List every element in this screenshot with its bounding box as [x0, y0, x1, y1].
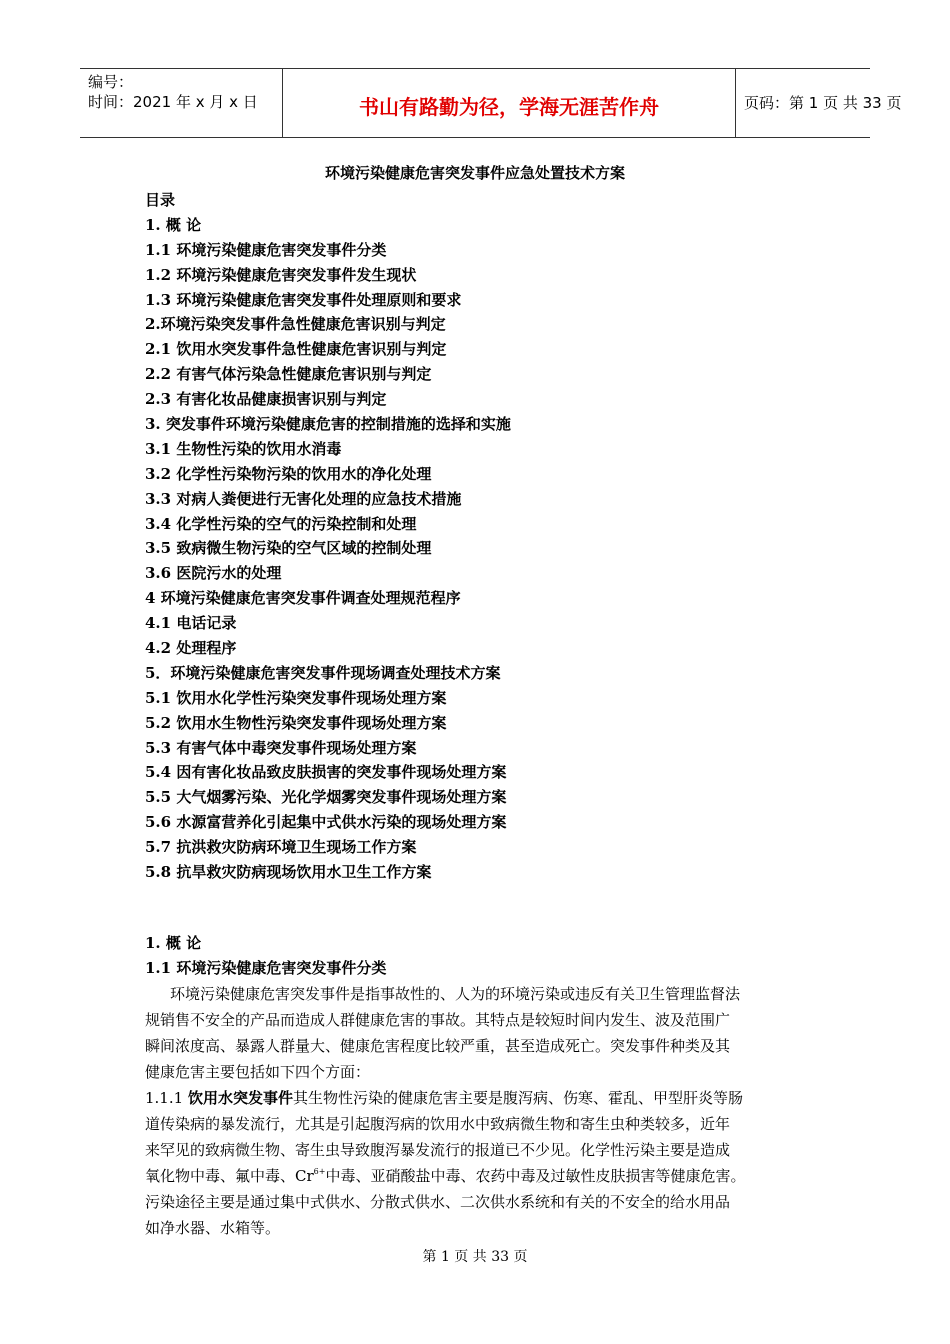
section-heading: 1. 概 论 — [145, 934, 202, 952]
toc-item[interactable]: 2.1 饮用水突发事件急性健康危害识别与判定 — [145, 340, 447, 359]
paragraph-line: 如净水器、水箱等。 — [145, 1219, 281, 1237]
toc-item[interactable]: 1. 概 论 — [145, 215, 202, 234]
toc-item[interactable]: 5．环境污染健康危害突发事件现场调查处理技术方案 — [145, 663, 501, 682]
toc-item[interactable]: 1.3 环境污染健康危害突发事件处理原则和要求 — [145, 290, 462, 309]
subsection-heading: 1.1 环境污染健康危害突发事件分类 — [145, 959, 387, 977]
toc-item[interactable]: 4 环境污染健康危害突发事件调查处理规范程序 — [145, 589, 461, 608]
toc-item[interactable]: 2.环境污染突发事件急性健康危害识别与判定 — [145, 315, 446, 334]
paragraph-line: 道传染病的暴发流行，尤其是引起腹泻病的饮用水中致病微生物和寄生虫种类较多，近年 — [145, 1115, 731, 1133]
toc-item[interactable]: 4.2 处理程序 — [145, 639, 237, 658]
toc-item[interactable]: 5.4 因有害化妆品致皮肤损害的突发事件现场处理方案 — [145, 763, 507, 782]
item-text: 中毒、亚硝酸盐中毒、农药中毒及过敏性皮肤损害等健康危害。 — [325, 1167, 746, 1185]
item-text: 其生物性污染的健康危害主要是腹泻病、伤寒、霍乱、甲型肝炎等肠 — [292, 1089, 743, 1107]
toc-item[interactable]: 3.6 医院污水的处理 — [145, 564, 282, 583]
toc-item[interactable]: 1.2 环境污染健康危害突发事件发生现状 — [145, 265, 417, 284]
toc-item[interactable]: 5.2 饮用水生物性污染突发事件现场处理方案 — [145, 713, 447, 732]
intro-paragraph — [145, 981, 825, 1085]
header-page-info: 页码：第 1 页 共 33 页 — [744, 94, 902, 112]
header-motto: 书山有路勤为径，学海无涯苦作舟 — [359, 95, 659, 119]
paragraph-line: 来罕见的致病微生物、寄生虫导致腹泻暴发流行的报道已不少见。化学性污染主要是造成 — [145, 1141, 731, 1159]
header-right-cell — [736, 69, 902, 137]
toc-item[interactable]: 2.2 有害气体污染急性健康危害识别与判定 — [145, 365, 432, 384]
toc-item[interactable]: 5.6 水源富营养化引起集中式供水污染的现场处理方案 — [145, 813, 507, 832]
superscript: 6+ — [313, 1167, 326, 1176]
header-left-cell — [80, 69, 282, 137]
toc-item[interactable]: 2.3 有害化妆品健康损害识别与判定 — [145, 390, 387, 409]
document-date-label: 时间：2021 年 x 月 x 日 — [88, 93, 258, 111]
toc-item[interactable]: 3.1 生物性污染的饮用水消毒 — [145, 439, 342, 458]
document-number-label: 编号： — [88, 73, 134, 91]
document-title: 环境污染健康危害突发事件应急处置技术方案 — [324, 164, 625, 182]
paragraph-line: 健康危害主要包括如下四个方面： — [145, 1063, 371, 1081]
item-bold-term: 饮用水突发事件 — [187, 1089, 293, 1107]
toc-item[interactable]: 5.3 有害气体中毒突发事件现场处理方案 — [145, 738, 417, 757]
item-number: 1.1.1 — [145, 1089, 188, 1107]
item-text: 氧化物中毒、氟中毒、Cr — [145, 1167, 314, 1185]
paragraph-line — [145, 1163, 825, 1189]
toc-item[interactable]: 5.5 大气烟雾污染、光化学烟雾突发事件现场处理方案 — [145, 788, 507, 807]
paragraph-line: 环境污染健康危害突发事件是指事故性的、人为的环境污染或违反有关卫生管理监督法 — [170, 985, 741, 1003]
toc-item[interactable]: 3.4 化学性污染的空气的污染控制和处理 — [145, 514, 417, 533]
toc-heading: 目录 — [145, 191, 176, 209]
header-motto-cell — [282, 69, 736, 137]
paragraph-line: 规销售不安全的产品而造成人群健康危害的事故。其特点是较短时间内发生、波及范围广 — [145, 1011, 731, 1029]
toc-item[interactable]: 4.1 电话记录 — [145, 614, 237, 633]
paragraph-line: 瞬间浓度高、暴露人群量大、健康危害程度比较严重，甚至造成死亡。突发事件种类及其 — [145, 1037, 731, 1055]
toc-item[interactable]: 1.1 环境污染健康危害突发事件分类 — [145, 240, 387, 259]
toc-item[interactable]: 5.1 饮用水化学性污染突发事件现场处理方案 — [145, 688, 447, 707]
toc-item[interactable]: 5.7 抗洪救灾防病环境卫生现场工作方案 — [145, 838, 417, 857]
toc-item[interactable]: 3. 突发事件环境污染健康危害的控制措施的选择和实施 — [145, 415, 511, 434]
toc-item[interactable]: 3.3 对病人粪便进行无害化处理的应急技术措施 — [145, 489, 462, 508]
paragraph-line — [145, 1085, 825, 1111]
toc-item[interactable]: 3.5 致病微生物污染的空气区域的控制处理 — [145, 539, 432, 558]
page-header — [80, 68, 902, 138]
toc-item[interactable]: 5.8 抗旱救灾防病现场饮用水卫生工作方案 — [145, 863, 432, 882]
item-1-1-1-paragraph — [145, 1085, 825, 1241]
page-footer: 第 1 页 共 33 页 — [422, 1249, 528, 1265]
toc-item[interactable]: 3.2 化学性污染物污染的饮用水的净化处理 — [145, 464, 432, 483]
paragraph-line: 污染途径主要是通过集中式供水、分散式供水、二次供水系统和有关的不安全的给水用品 — [145, 1193, 731, 1211]
table-of-contents — [145, 188, 845, 885]
